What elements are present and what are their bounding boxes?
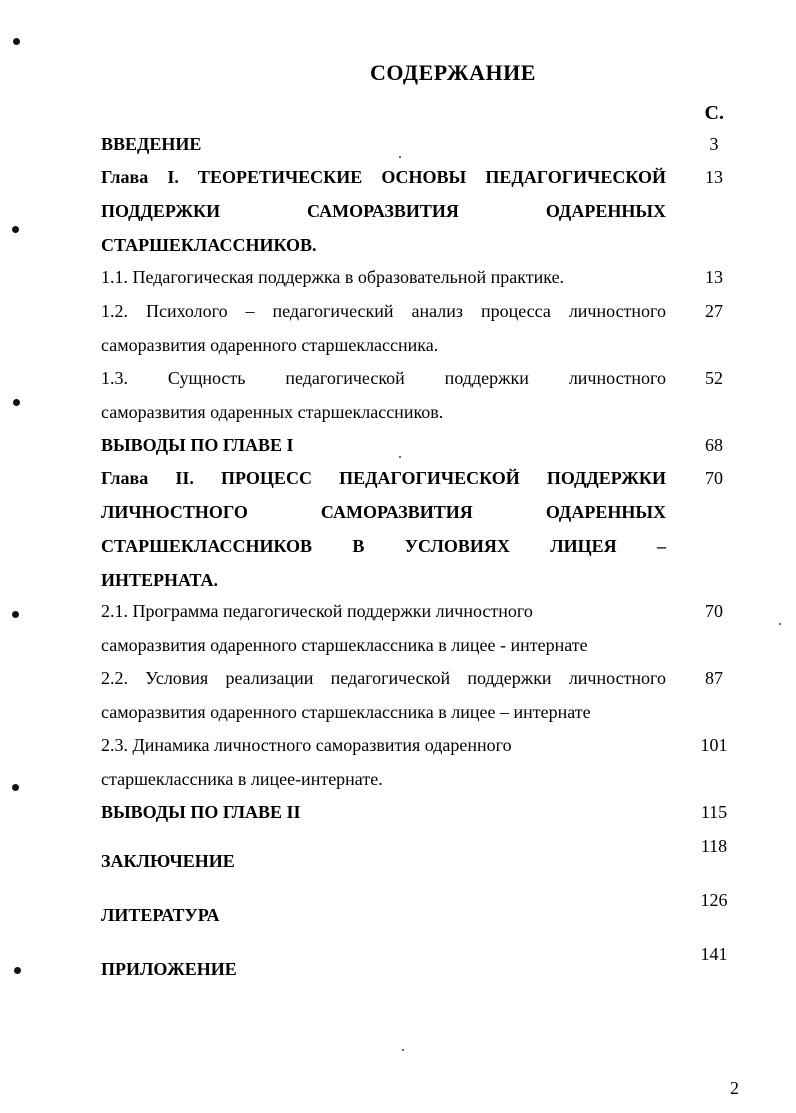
page-column-header: С. [704,102,724,124]
toc-entry-text: СТАРШЕКЛАССНИКОВ. [101,235,317,255]
toc-entry-literature [101,898,666,932]
toc-entry-conclusion [101,844,666,878]
toc-entry-text: СТАРШЕКЛАССНИКОВ В УСЛОВИЯХ ЛИЦЕЯ – [101,536,666,556]
toc-entry-text: ИНТЕРНАТА. [101,570,219,590]
toc-entry-text: ВЫВОДЫ ПО ГЛАВЕ II [101,802,301,822]
toc-entry-text: Глава II. ПРОЦЕСС ПЕДАГОГИЧЕСКОЙ ПОДДЕРЖКИ [101,468,666,488]
toc-entry-conclusions-2 [101,795,666,829]
toc-entry-section-1-2 [101,294,666,362]
toc-entry-page: 68 [705,435,723,455]
toc-entry-text: 2.1. Программа педагогической поддержки личностного [101,601,533,621]
toc-entry-text: старшеклассника в лицее-интернате. [101,769,383,789]
toc-entry-text: 2.2. Условия реализации педагогической поддержки личностного [101,668,666,688]
toc-entry-page: 118 [700,836,728,856]
toc-entry-section-2-1 [101,594,666,662]
scan-blot [13,399,20,406]
toc-entry-section-1-1 [101,260,666,294]
toc-entry-page: 13 [705,267,723,287]
toc-entry-text: ПРИЛОЖЕНИЕ [101,959,237,979]
toc-entry-page: 101 [700,735,728,755]
scan-blot [14,967,21,974]
scan-speck [402,1049,404,1051]
toc-entry-page: 141 [700,944,728,964]
toc-entry-appendix [101,952,666,986]
toc-entry-text: ПОДДЕРЖКИ САМОРАЗВИТИЯ ОДАРЕННЫХ [101,201,666,221]
scan-speck [399,156,401,158]
scan-blot [12,226,19,233]
toc-entry-text: ЗАКЛЮЧЕНИЕ [101,851,235,871]
toc-entry-page: 126 [700,890,728,910]
toc-entry-text: ВВЕДЕНИЕ [101,134,202,154]
toc-entry-chapter-2 [101,461,666,597]
toc-entry-text: саморазвития одаренных старшеклассников. [101,402,444,422]
toc-entry-section-2-2 [101,661,666,729]
toc-entry-section-1-3 [101,361,666,429]
toc-entry-introduction [101,127,666,161]
toc-entry-text: ЛИТЕРАТУРА [101,905,220,925]
page-number: 2 [730,1078,739,1098]
toc-entry-page: 115 [700,802,728,822]
toc-entry-page: 13 [705,167,723,187]
toc-entry-conclusions-1 [101,428,666,462]
toc-entry-text: 2.3. Динамика личностного саморазвития одаренного [101,735,512,755]
scan-speck [779,623,781,625]
toc-entry-text: ВЫВОДЫ ПО ГЛАВЕ I [101,435,294,455]
scan-speck [399,456,401,458]
toc-entry-page: 3 [709,134,719,154]
scan-blot [13,38,20,45]
toc-entry-section-2-3 [101,728,666,796]
scan-blot [12,784,19,791]
toc-entry-text: 1.2. Психолого – педагогический анализ процесса личностного [101,301,666,321]
toc-entry-page: 70 [705,601,723,621]
toc-entry-text: 1.3. Сущность педагогической поддержки личностного [101,368,666,388]
toc-entry-text: Глава I. ТЕОРЕТИЧЕСКИЕ ОСНОВЫ ПЕДАГОГИЧЕСКОЙ [101,167,666,187]
toc-entry-page: 52 [705,368,723,388]
scan-blot [12,611,19,618]
toc-entry-page: 87 [705,668,723,688]
toc-entry-text: саморазвития одаренного старшеклассника в лицее - интернате [101,635,588,655]
toc-entry-chapter-1 [101,160,666,262]
toc-entry-text: ЛИЧНОСТНОГО САМОРАЗВИТИЯ ОДАРЕННЫХ [101,502,666,522]
toc-entry-text: 1.1. Педагогическая поддержка в образовательной практике. [101,267,565,287]
toc-entry-page: 70 [705,468,723,488]
toc-entry-text: саморазвития одаренного старшеклассника в лицее – интернате [101,702,591,722]
page-title: СОДЕРЖАНИЕ [370,60,536,85]
toc-entry-page: 27 [705,301,723,321]
toc-entry-text: саморазвития одаренного старшеклассника. [101,335,439,355]
